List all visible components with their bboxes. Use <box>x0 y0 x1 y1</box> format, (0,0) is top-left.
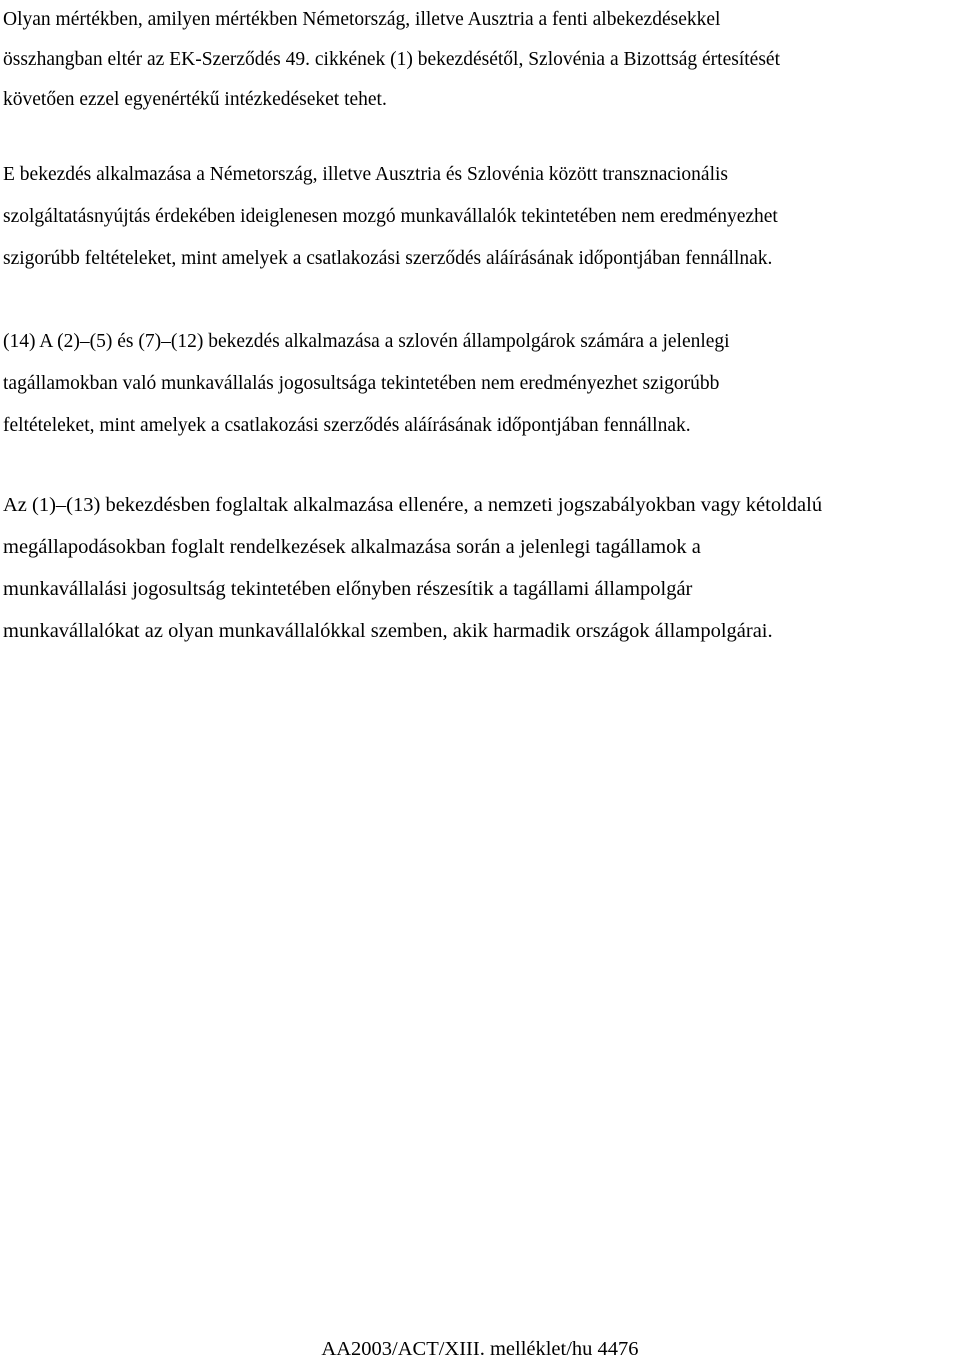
text-line: Olyan mértékben, amilyen mértékben Németország, illetve Ausztria a fenti albekezdésekkel <box>3 9 721 30</box>
text-line: feltételeket, mint amelyek a csatlakozási szerződés aláírásának időpontjában fennállnak. <box>3 415 691 436</box>
text-line: összhangban eltér az EK-Szerződés 49. cikkének (1) bekezdésétől, Szlovénia a Bizottság értesítését <box>3 49 780 70</box>
text-line: szigorúbb feltételeket, mint amelyek a csatlakozási szerződés aláírásának időpontjában fennállnak. <box>3 248 773 269</box>
paragraph-measures <box>3 0 958 120</box>
paragraph-transnational-services <box>3 154 958 280</box>
paragraph-preference <box>3 484 958 652</box>
page-footer-reference: AA2003/ACT/XIII. melléklet/hu 4476 <box>321 1338 639 1360</box>
text-line: követően ezzel egyenértékű intézkedéseket tehet. <box>3 89 387 110</box>
text-line: Az (1)–(13) bekezdésben foglaltak alkalmazása ellenére, a nemzeti jogszabályokban vagy kétoldalú <box>3 494 823 516</box>
paragraph-14 <box>3 321 958 447</box>
text-line: szolgáltatásnyújtás érdekében ideiglenesen mozgó munkavállalók tekintetében nem eredményezhet <box>3 206 778 227</box>
text-line: megállapodásokban foglalt rendelkezések alkalmazása során a jelenlegi tagállamok a <box>3 536 701 558</box>
text-line: tagállamokban való munkavállalás jogosultsága tekintetében nem eredményezhet szigorúbb <box>3 373 720 394</box>
text-line: (14) A (2)–(5) és (7)–(12) bekezdés alkalmazása a szlovén állampolgárok számára a jelenlegi <box>3 331 730 352</box>
text-line: munkavállalási jogosultság tekintetében előnyben részesítik a tagállami állampolgár <box>3 578 693 600</box>
text-line: E bekezdés alkalmazása a Németország, illetve Ausztria és Szlovénia között transznacionális <box>3 164 729 185</box>
text-line: munkavállalókat az olyan munkavállalókkal szemben, akik harmadik országok állampolgárai. <box>3 620 773 642</box>
